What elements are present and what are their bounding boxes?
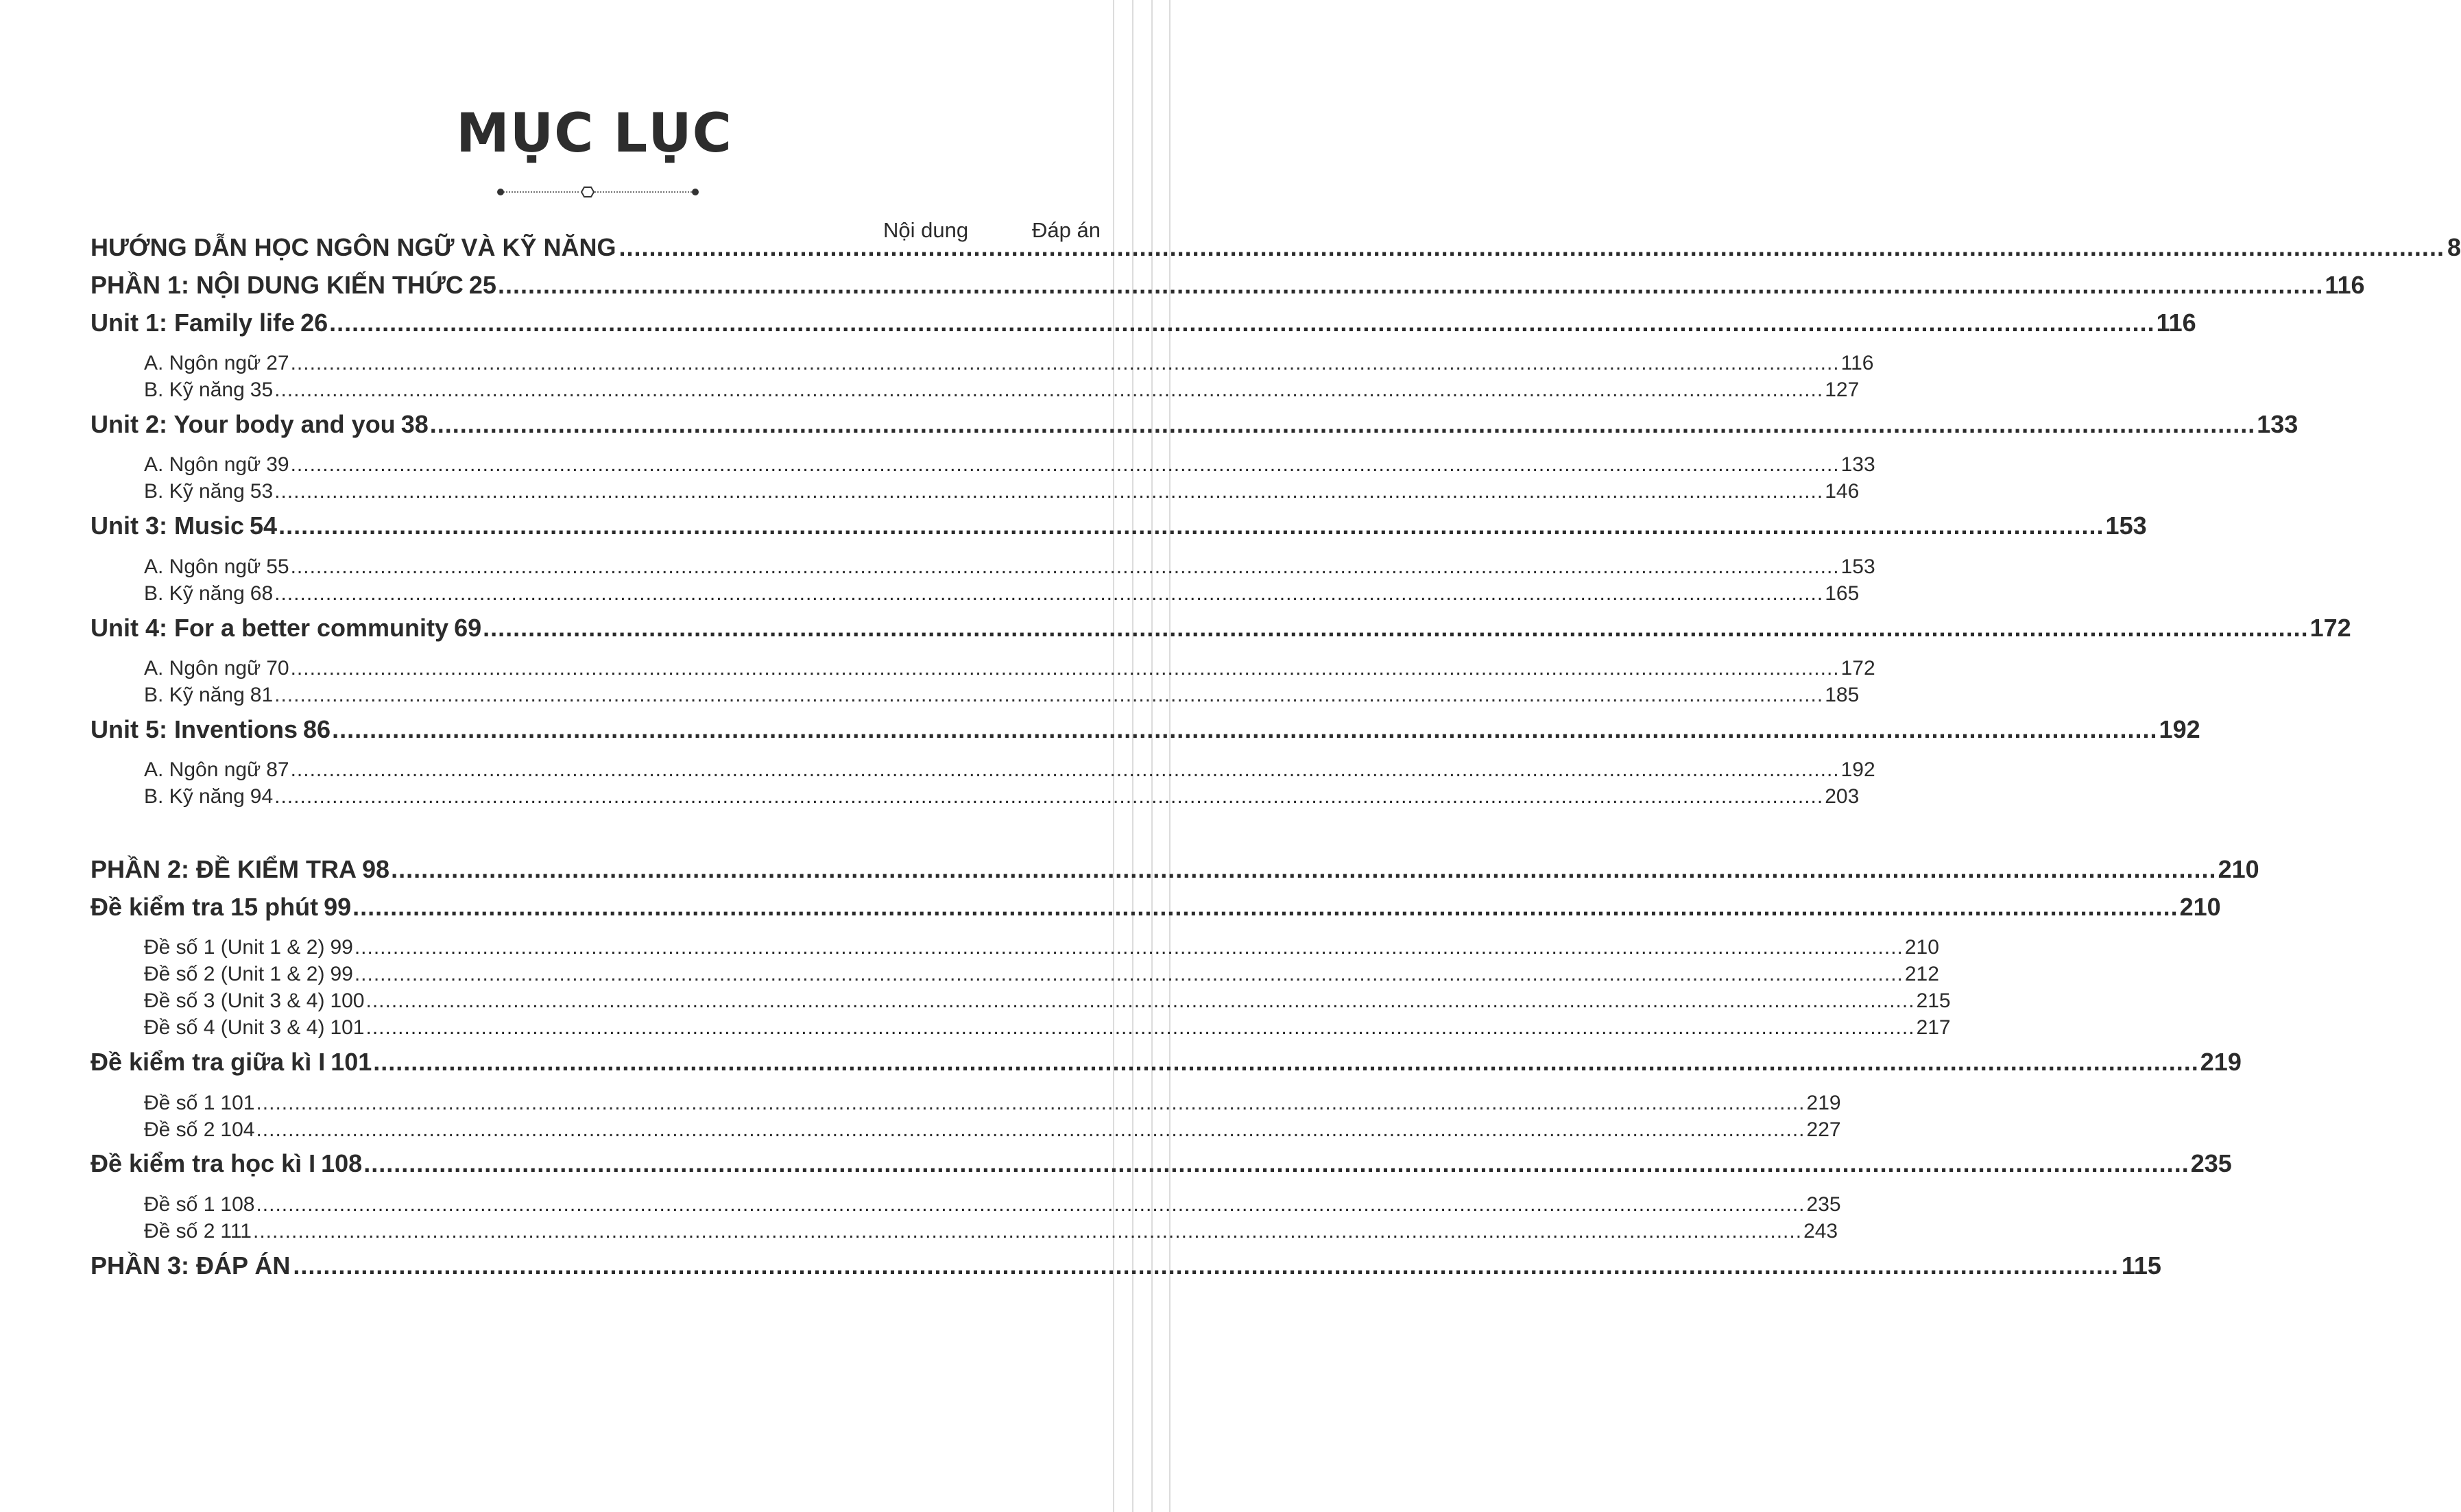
dot-leader: [329, 309, 2154, 337]
toc-answer-page: 133: [1840, 453, 1875, 476]
toc-content-page: 104: [220, 1118, 255, 1141]
toc-entry-label: Unit 2: Your body and you: [91, 410, 396, 438]
toc-section-row: [91, 614, 2351, 643]
toc-content-page: 38: [400, 410, 429, 438]
toc-entry-label: Đề số 1: [144, 1092, 215, 1114]
toc-answer-cell: [365, 989, 1951, 1013]
dot-leader: [293, 1251, 2118, 1280]
toc-answer-page: 192: [2159, 715, 2200, 743]
toc-entry-label: Unit 3: Music: [91, 512, 245, 540]
toc-answer-page: 153: [1840, 555, 1875, 578]
toc-section-row: [91, 855, 2259, 884]
toc-answer-page: 153: [2105, 512, 2147, 540]
toc-content-page: 94: [250, 785, 274, 808]
toc-answer-page: 116: [2156, 309, 2196, 337]
toc-answer-page: 235: [1806, 1193, 1841, 1216]
toc-answer-cell: [365, 1016, 1951, 1040]
toc-content-page: 35: [250, 379, 274, 401]
toc-content-page: 101: [331, 1048, 372, 1076]
toc-content-page: 115: [2121, 1251, 2161, 1280]
toc-answer-cell: [351, 893, 2221, 922]
toc-content-page: 101: [330, 1016, 365, 1039]
dot-leader: [291, 657, 1840, 680]
toc-subsection-row: [91, 758, 1875, 782]
toc-section-row: [91, 893, 2221, 922]
toc-entry-label: Đề số 1 (Unit 1 & 2): [144, 936, 325, 959]
toc-content-page: 70: [266, 657, 289, 680]
toc-section-row: [91, 715, 2200, 744]
toc-answer-cell: [273, 684, 1859, 707]
toc-content-page: 99: [330, 936, 353, 959]
toc-answer-cell: [331, 715, 2200, 744]
toc-subsection-row: [91, 1092, 1841, 1115]
toc-subsection-row: [91, 785, 1860, 808]
toc-answer-cell: [289, 555, 1875, 579]
toc-content-page: 111: [220, 1220, 252, 1243]
toc-content-page: 98: [362, 855, 390, 883]
toc-answer-cell: [289, 453, 1875, 477]
column-header-answers: Đáp án: [1032, 218, 1101, 242]
toc-answer-cell: [277, 512, 2147, 540]
toc-answer-page: 210: [2218, 855, 2259, 883]
toc-content-page: 99: [330, 963, 353, 985]
dot-leader: [274, 582, 1823, 605]
toc-subsection-row: [91, 989, 1951, 1013]
toc-answer-cell: [289, 657, 1875, 680]
page-edge-rule-1: [1113, 0, 1114, 1512]
toc-content-page: 26: [300, 309, 328, 337]
toc-entry-label: Đề kiểm tra 15 phút: [91, 893, 319, 921]
toc-entry-label: PHẦN 2: ĐỀ KIỂM TRA: [91, 855, 357, 883]
dot-leader: [430, 410, 2255, 439]
toc-answer-cell: [328, 309, 2196, 337]
toc-answer-cell: [254, 1118, 1840, 1142]
toc-entry-label: Unit 5: Inventions: [91, 715, 298, 743]
toc-subsection-row: [91, 1016, 1951, 1040]
dot-leader: [274, 480, 1823, 503]
toc-answer-page: 210: [2179, 893, 2221, 921]
dot-leader: [291, 555, 1840, 579]
toc-entry-label: PHẦN 3: ĐÁP ÁN: [91, 1251, 291, 1280]
toc-answer-page: 172: [2309, 614, 2351, 642]
toc-entry-label: A. Ngôn ngữ: [144, 657, 261, 680]
toc-answer-page: 203: [1825, 785, 1860, 808]
dot-leader: [256, 1092, 1805, 1115]
toc-entry-label: Đề số 2 (Unit 1 & 2): [144, 963, 325, 985]
toc-answer-page: 127: [1825, 379, 1860, 401]
dot-leader: [498, 271, 2323, 300]
toc-entry-label: B. Kỹ năng: [144, 379, 245, 401]
dot-leader: [274, 785, 1823, 808]
toc-section-row: [91, 309, 2196, 337]
dot-leader: [483, 614, 2308, 643]
toc-section-row: [91, 512, 2147, 540]
toc-entry-label: Đề số 3 (Unit 3 & 4): [144, 989, 325, 1012]
toc-section-row: [91, 1149, 2232, 1178]
toc-content-page: 100: [330, 989, 365, 1012]
dot-leader: [256, 1193, 1805, 1216]
toc-entry-label: A. Ngôn ngữ: [144, 453, 261, 476]
page-edge-rule-4: [1169, 0, 1171, 1512]
dot-leader: [291, 453, 1840, 477]
toc-subsection-row: [91, 379, 1860, 402]
toc-content-page: 87: [266, 758, 289, 781]
toc-answer-cell: [252, 1220, 1838, 1243]
toc-subsection-row: [91, 963, 1939, 986]
dot-leader: [253, 1220, 1802, 1243]
toc-answer-page: 133: [2257, 410, 2298, 438]
toc-answer-cell: [273, 480, 1859, 503]
toc-answer-cell: [273, 379, 1859, 402]
dot-leader: [256, 1118, 1805, 1142]
toc-answer-cell: [289, 352, 1874, 375]
toc-section-row: [91, 410, 2298, 439]
toc-subsection-row: [91, 453, 1875, 477]
toc-entry-label: PHẦN 1: NỘI DUNG KIẾN THỨC: [91, 271, 464, 299]
toc-answer-page: 215: [1916, 989, 1951, 1012]
toc-answer-page: 116: [2325, 271, 2365, 299]
dot-leader: [278, 512, 2104, 540]
toc-answer-page: 192: [1840, 758, 1875, 781]
toc-section-row: [91, 233, 2461, 262]
toc-entry-label: B. Kỹ năng: [144, 785, 245, 808]
page-edge-rule-3: [1151, 0, 1153, 1512]
toc-entry-label: Unit 1: Family life: [91, 309, 296, 337]
toc-answer-page: 210: [1904, 936, 1939, 959]
toc-answer-cell: [254, 1193, 1840, 1216]
dot-leader: [355, 963, 1904, 986]
dot-leader: [332, 715, 2157, 744]
toc-subsection-row: [91, 657, 1875, 680]
toc-answer-page: 235: [2190, 1149, 2232, 1177]
page-title: MỤC LỤC: [456, 103, 732, 165]
toc-answer-page: 219: [2200, 1048, 2242, 1076]
toc-answer-cell: [372, 1048, 2242, 1077]
toc-answer-cell: [353, 936, 1939, 959]
toc-entry-label: Unit 4: For a better community: [91, 614, 449, 642]
toc-answer-cell: [273, 785, 1859, 808]
toc-answer-page: 116: [1840, 352, 1874, 374]
toc-content-page: 55: [266, 555, 289, 578]
toc-answer-page: 165: [1825, 582, 1860, 605]
column-header-content: Nội dung: [883, 218, 969, 242]
toc-subsection-row: [91, 555, 1875, 579]
dot-leader: [355, 936, 1904, 959]
toc-answer-cell: [362, 1149, 2232, 1178]
toc-answer-page: 219: [1806, 1092, 1841, 1114]
toc-content-page: 108: [220, 1193, 255, 1216]
toc-entry-label: Đề kiểm tra giữa kì I: [91, 1048, 326, 1076]
toc-answer-cell: [273, 582, 1859, 605]
toc-content-page: 101: [220, 1092, 255, 1114]
toc-answer-page: 185: [1825, 684, 1860, 706]
toc-answer-cell: [389, 855, 2259, 884]
toc-content-page: 99: [324, 893, 352, 921]
dot-leader: [352, 893, 2178, 922]
toc-answer-cell: [496, 271, 2365, 300]
toc-content-page: 39: [266, 453, 289, 476]
toc-entry-label: B. Kỹ năng: [144, 480, 245, 503]
title-ornament-divider: [495, 185, 701, 199]
dot-leader: [274, 684, 1823, 707]
toc-entry-label: Đề số 2: [144, 1118, 215, 1141]
toc-subsection-row: [91, 352, 1874, 375]
toc-entry-label: A. Ngôn ngữ: [144, 352, 261, 374]
toc-content-page: 27: [266, 352, 289, 374]
toc-entry-label: A. Ngôn ngữ: [144, 758, 261, 781]
dot-leader: [619, 233, 2444, 262]
toc-answer-cell: [289, 758, 1875, 782]
toc-entry-label: Đề kiểm tra học kì I: [91, 1149, 316, 1177]
dot-leader: [291, 758, 1840, 782]
toc-subsection-row: [91, 1118, 1841, 1142]
dot-leader: [366, 1016, 1915, 1040]
toc-answer-page: 172: [1840, 657, 1875, 680]
toc-answer-cell: [481, 614, 2351, 643]
dot-leader: [391, 855, 2216, 884]
dot-leader: [373, 1048, 2198, 1077]
toc-subsection-row: [91, 936, 1939, 959]
dot-leader: [363, 1149, 2189, 1178]
toc-answer-page: 212: [1904, 963, 1939, 985]
toc-content-page: 108: [321, 1149, 363, 1177]
toc-subsection-row: [91, 582, 1860, 605]
toc-section-row: [91, 271, 2365, 300]
page-edge-rule-2: [1132, 0, 1133, 1512]
toc-content-page: 69: [454, 614, 482, 642]
dot-leader: [366, 989, 1915, 1013]
dot-leader: [274, 379, 1823, 402]
toc-subsection-row: [91, 480, 1860, 503]
toc-content-page: 86: [303, 715, 331, 743]
toc-subsection-row: [91, 1220, 1838, 1243]
toc-section-row: [91, 1251, 2161, 1280]
toc-content-page: 68: [250, 582, 274, 605]
toc-subsection-row: [91, 1193, 1841, 1216]
toc-answer-page: 217: [1916, 1016, 1951, 1039]
toc-section-row: [91, 1048, 2242, 1077]
toc-answer-cell: [353, 963, 1939, 986]
toc-answer-cell: [254, 1092, 1840, 1115]
toc-content-page: 25: [468, 271, 496, 299]
toc-entry-label: HƯỚNG DẪN HỌC NGÔN NGỮ VÀ KỸ NĂNG: [91, 233, 616, 261]
toc-content-page: 81: [250, 684, 274, 706]
toc-answer-page: 227: [1806, 1118, 1841, 1141]
toc-entry-label: B. Kỹ năng: [144, 582, 245, 605]
toc-answer-page: 146: [1825, 480, 1860, 503]
toc-content-page: 8: [2447, 233, 2461, 261]
toc-answer-cell: [429, 410, 2298, 439]
toc-entry-label: B. Kỹ năng: [144, 684, 245, 706]
toc-answer-page: 243: [1803, 1220, 1838, 1243]
dot-leader: [291, 352, 1840, 375]
toc-subsection-row: [91, 684, 1860, 707]
toc-content-page: 54: [250, 512, 278, 540]
toc-content-page: 53: [250, 480, 274, 503]
toc-entry-label: Đề số 2: [144, 1220, 215, 1243]
toc-entry-label: Đề số 1: [144, 1193, 215, 1216]
toc-entry-label: A. Ngôn ngữ: [144, 555, 261, 578]
toc-entry-label: Đề số 4 (Unit 3 & 4): [144, 1016, 325, 1039]
